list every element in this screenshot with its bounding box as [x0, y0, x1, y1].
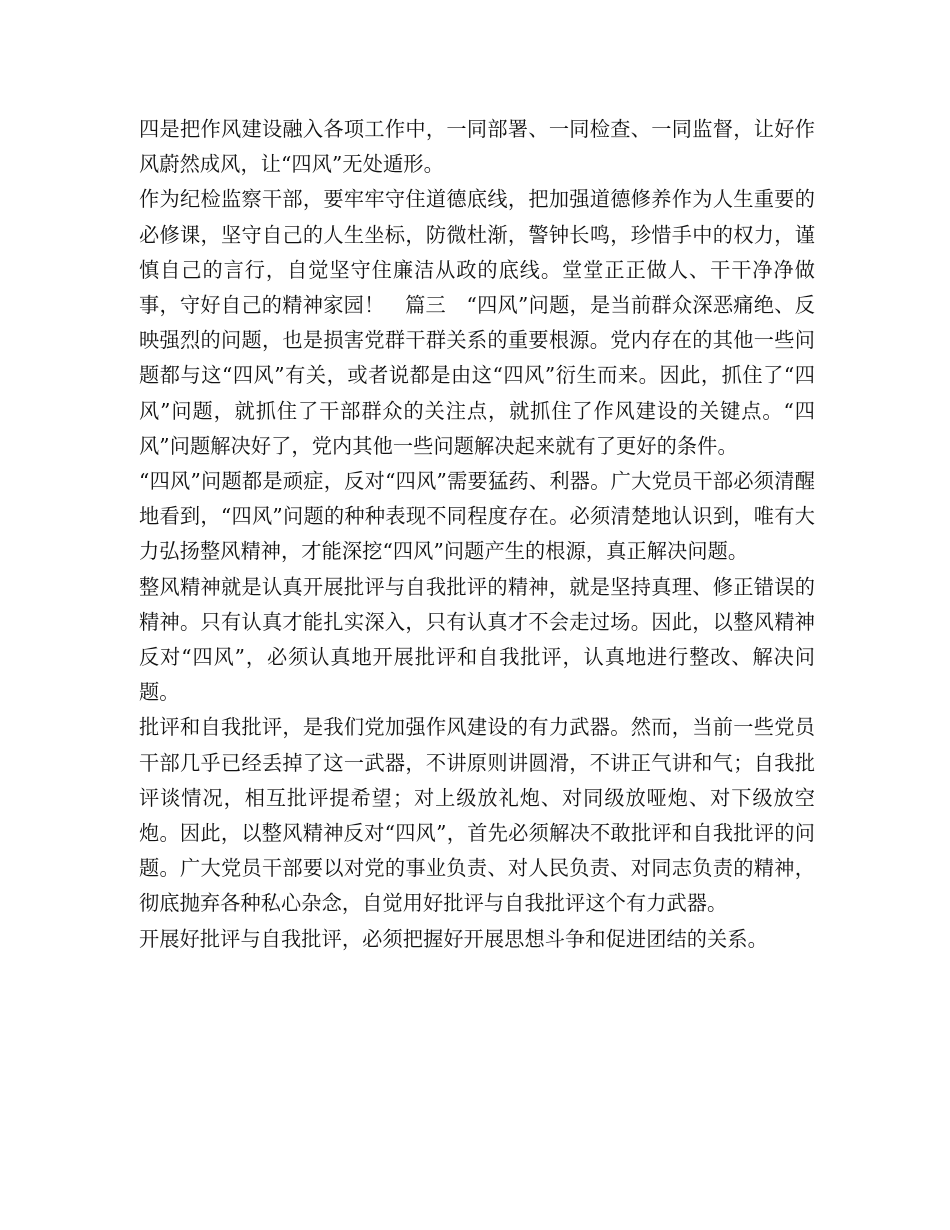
document-body [139, 112, 815, 957]
paragraph-3: “四风”问题都是顽症，反对“四风”需要猛药、利器。广大党员干部必须清醒地看到，“四风”问题的种种表现不同程度存在。必须清楚地认识到，唯有大力弘扬整风精神，才能深挖“四风”问题产生的根源，真正解决问题。 [139, 469, 815, 564]
paragraph-4: 整风精神就是认真开展批评与自我批评的精神，就是坚持真理、修正错误的精神。只有认真才能扎实深入，只有认真才不会走过场。因此，以整风精神反对“四风”，必须认真地开展批评和自我批评，认真地进行整改、解决问题。 [139, 574, 815, 705]
paragraph-2: 作为纪检监察干部，要牢牢守住道德底线，把加强道德修养作为人生重要的必修课，坚守自己的人生坐标，防微杜渐，警钟长鸣，珍惜手中的权力，谨慎自己的言行，自觉坚守住廉洁从政的底线。堂堂正正做人、干干净净做事，守好自己的精神家园！ 篇三 “四风”问题，是当前群众深恶痛绝、反映强烈的问题，也是损害党群干群关系的重要根源。党内存在的其他一些问题都与这“四风”有关，或者说都是由这“四风”衍生而来。因此，抓住了“四风”问题，就抓住了干部群众的关注点，就抓住了作风建设的关键点。“四风”问题解决好了，党内其他一些问题解决起来就有了更好的条件。 [139, 187, 815, 458]
paragraph-6: 开展好批评与自我批评，必须把握好开展思想斗争和促进团结的关系。 [139, 926, 768, 951]
paragraph-1: 四是把作风建设融入各项工作中，一同部署、一同检查、一同监督，让好作风蔚然成风，让“四风”无处遁形。 [139, 117, 815, 177]
paragraph-5: 批评和自我批评，是我们党加强作风建设的有力武器。然而，当前一些党员干部几乎已经丢掉了这一武器，不讲原则讲圆滑，不讲正气讲和气；自我批评谈情况，相互批评提希望；对上级放礼炮、对同级放哑炮、对下级放空炮。因此，以整风精神反对“四风”，首先必须解决不敢批评和自我批评的问题。广大党员干部要以对党的事业负责、对人民负责、对同志负责的精神，彻底抛弃各种私心杂念，自觉用好批评与自我批评这个有力武器。 [139, 715, 815, 916]
